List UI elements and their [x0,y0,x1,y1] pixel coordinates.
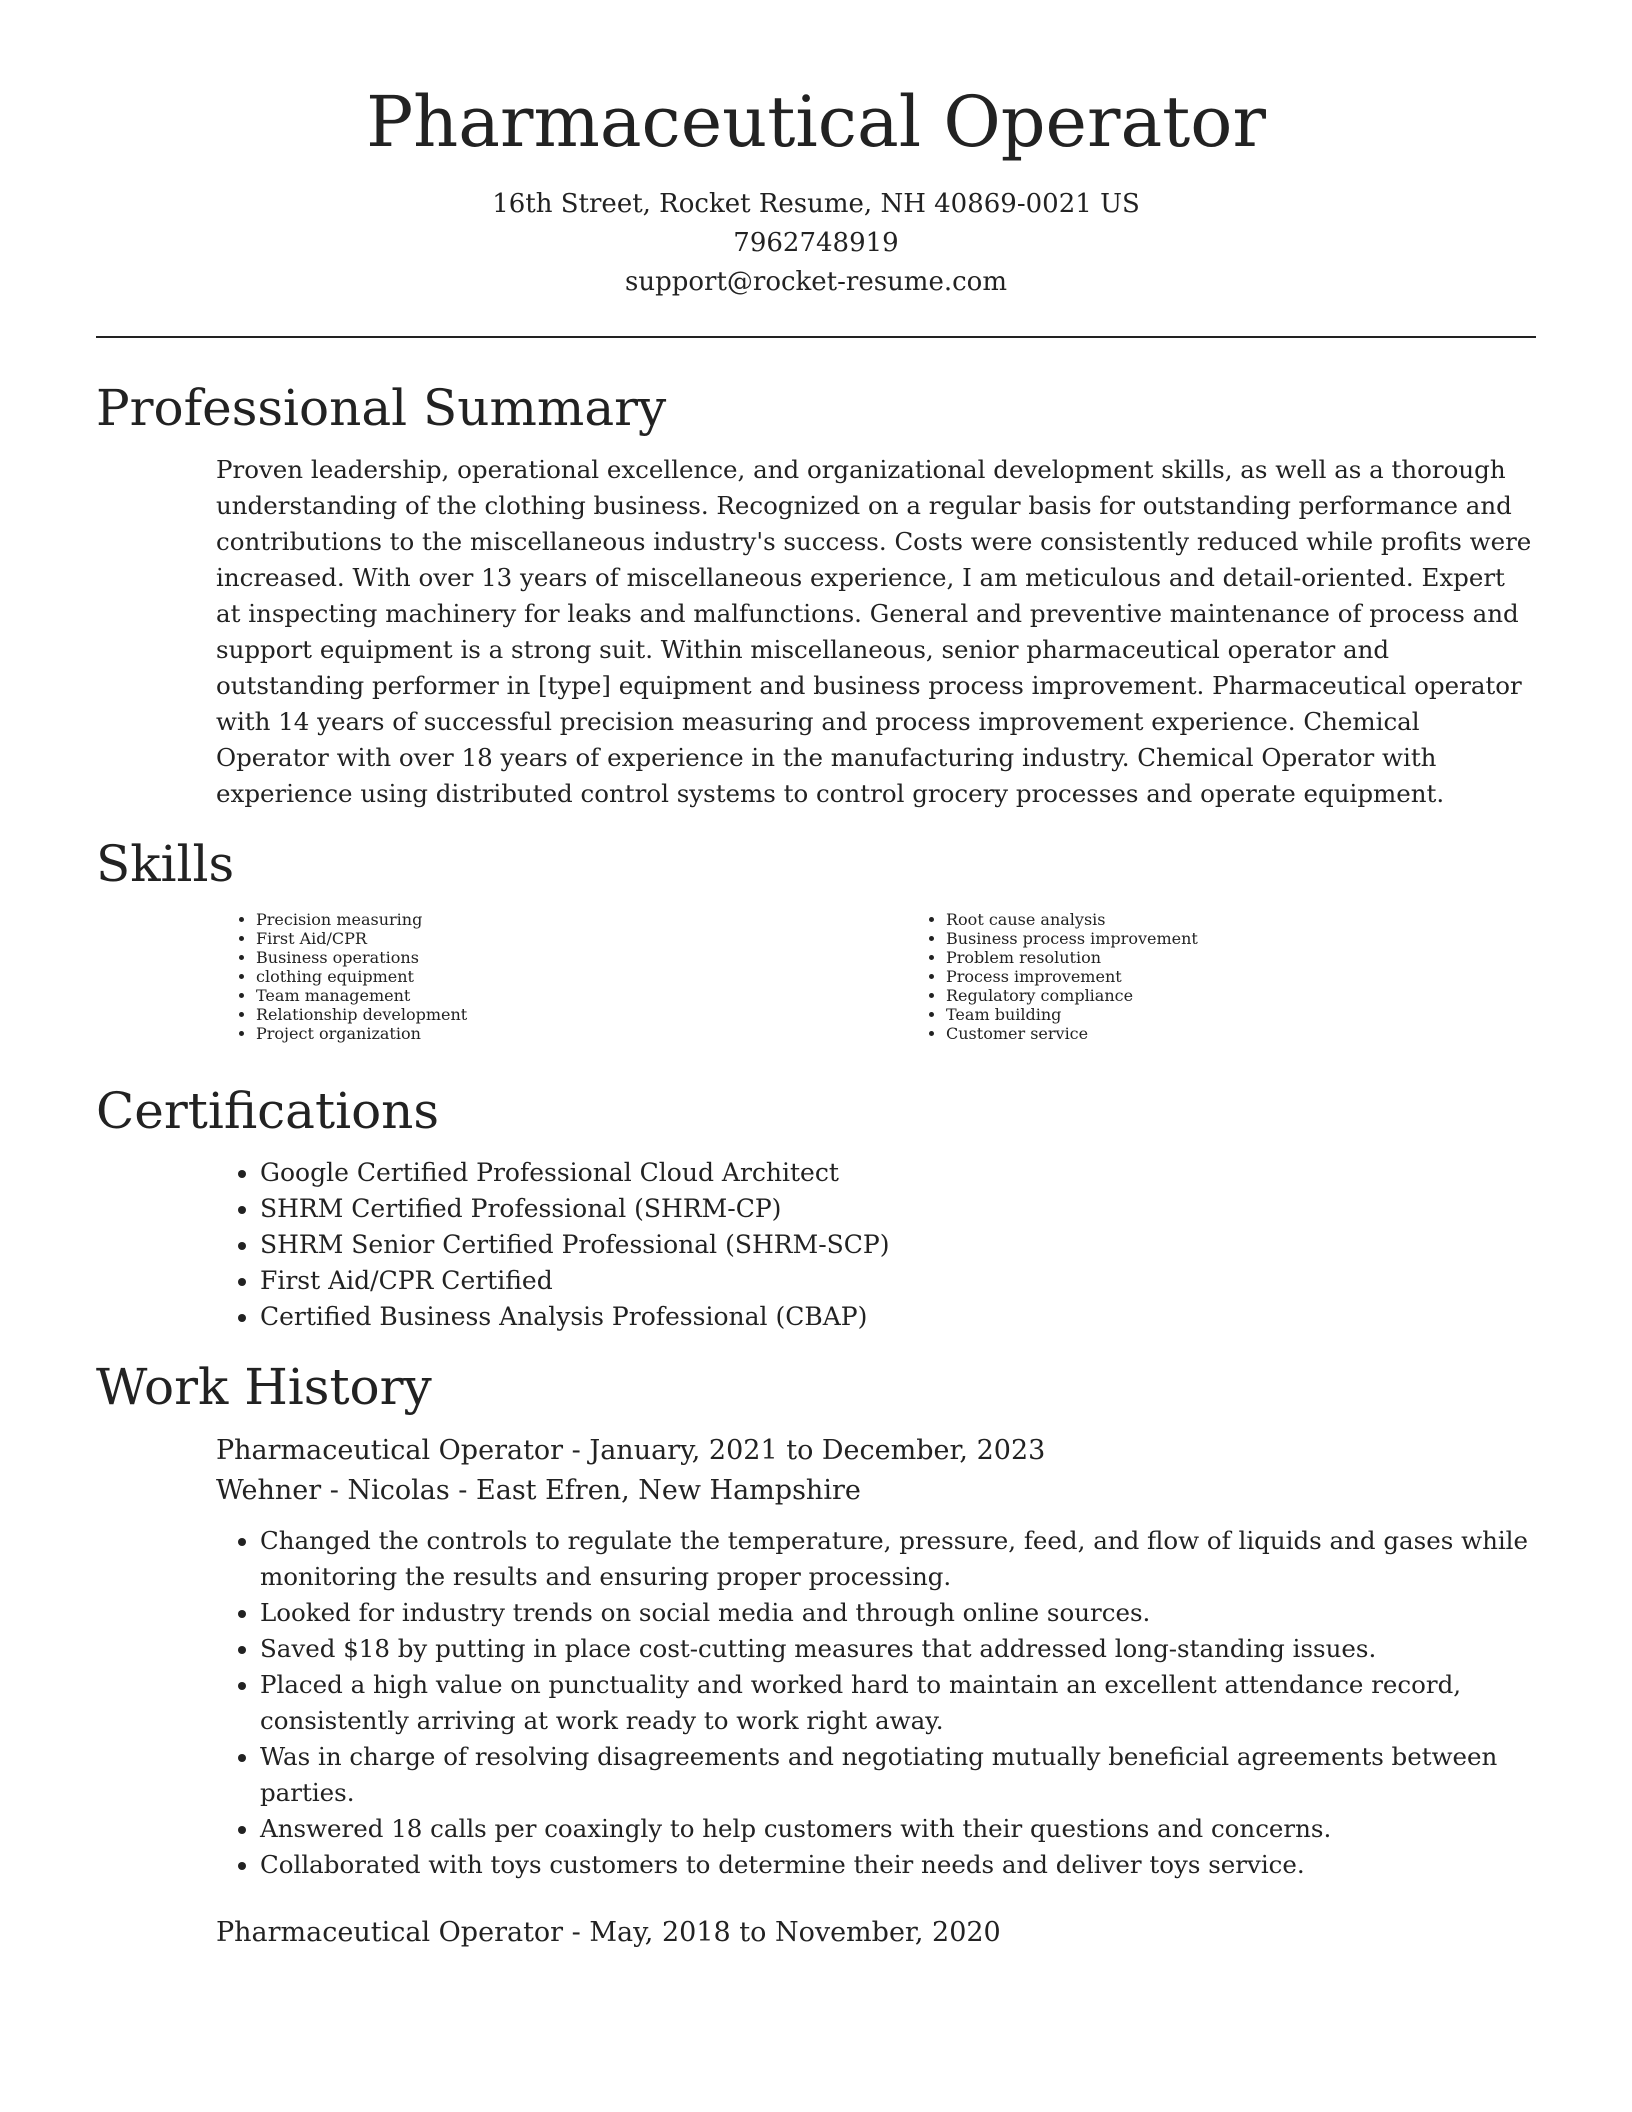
skills-section [96,834,1536,1059]
list-item: • Placed a high value on punctuality and worked hard to maintain an excellent attendance record, consistently arriving at work ready to work right away. [260,1667,1536,1739]
list-item: • First Aid/CPR [256,929,906,948]
header-divider [96,336,1536,338]
job-title: Pharmaceutical Operator [216,1917,564,1948]
resume-header [96,0,1536,302]
list-item: • clothing equipment [256,967,906,986]
summary-text: Proven leadership, operational excellence, and organizational development skills, as well as a thorough understanding of the clothing business. Recognized on a regular basis for outstanding performance and contributions to the miscellaneous industry's success. Costs were consistently reduced while profits were increased. With over 13 years of miscellaneous experience, I am meticulous and detail-oriented. Expert at inspecting machinery for leaks and malfunctions. General and preventive maintenance of process and support equipment is a strong suit. Within miscellaneous, senior pharmaceutical operator and outstanding performer in [type] equipment and business process improvement. Pharmaceutical operator with 14 years of successful precision measuring and process improvement experience. Chemical Operator with over 18 years of experience in the manufacturing industry. Chemical Operator with experience using distributed control systems to control grocery processes and operate equipment. [216,455,1532,808]
job-entry [96,1431,1536,1883]
list-item: • Team management [256,986,906,1005]
job-dates: - January, 2021 to December, 2023 [563,1435,1046,1466]
phone: 7962748919 [733,228,899,258]
skills-columns [96,894,1536,1059]
list-item: • Precision measuring [256,910,906,929]
list-item: • Business process improvement [946,929,1198,948]
list-item: • Google Certified Professional Cloud Architect [260,1155,1536,1191]
list-item: • Relationship development [256,1005,906,1024]
list-item: • Root cause analysis [946,910,1198,929]
list-item: • Saved $18 by putting in place cost-cutting measures that addressed long-standing issues. [260,1631,1536,1667]
address: 16th Street, Rocket Resume, NH 40869-0021 US [492,189,1140,219]
list-item: • Was in charge of resolving disagreements and negotiating mutually beneficial agreements between parties. [260,1739,1536,1811]
job-location: - East Efren, New Hampshire [449,1475,861,1506]
work-history-heading: Work History [96,1358,432,1416]
list-item: • Changed the controls to regulate the temperature, pressure, feed, and flow of liquids and gases while monitoring the results and ensuring proper processing. [260,1523,1536,1595]
job-entry [96,1913,1536,1953]
list-item: • Answered 18 calls per coaxingly to help customers with their questions and concerns. [260,1811,1536,1847]
job-company-line [216,1471,1536,1511]
skills-heading: Skills [96,835,235,893]
list-item: • Team building [946,1005,1198,1024]
skills-right-list [906,910,1198,1043]
list-item: • Collaborated with toys customers to determine their needs and deliver toys service. [260,1847,1536,1883]
job-title: Pharmaceutical Operator [216,1435,564,1466]
list-item: • Looked for industry trends on social media and through online sources. [260,1595,1536,1631]
email: support@rocket-resume.com [624,267,1007,297]
list-item: • Certified Business Analysis Professional (CBAP) [260,1299,1536,1335]
candidate-name: Pharmaceutical Operator [366,81,1266,163]
list-item: • Business operations [256,948,906,967]
job-title-line [216,1913,1536,1953]
certifications-heading: Certifications [96,1082,440,1140]
list-item: • Process improvement [946,967,1198,986]
list-item: • Problem resolution [946,948,1198,967]
job-bullets [216,1523,1536,1883]
job-title-line [216,1431,1536,1471]
list-item: • Regulatory compliance [946,986,1198,1005]
summary-section [96,378,1536,812]
skills-left-list [216,910,906,1043]
list-item: • Customer service [946,1024,1198,1043]
certifications-section [96,1081,1536,1335]
certifications-list [96,1155,1536,1335]
summary-heading: Professional Summary [96,379,667,437]
job-dates: - May, 2018 to November, 2020 [563,1917,1001,1948]
list-item: • SHRM Senior Certified Professional (SHRM-SCP) [260,1227,1536,1263]
work-history-section [96,1357,1536,1953]
job-company: Wehner - Nicolas [216,1475,450,1506]
list-item: • First Aid/CPR Certified [260,1263,1536,1299]
list-item: • SHRM Certified Professional (SHRM-CP) [260,1191,1536,1227]
list-item: • Project organization [256,1024,906,1043]
